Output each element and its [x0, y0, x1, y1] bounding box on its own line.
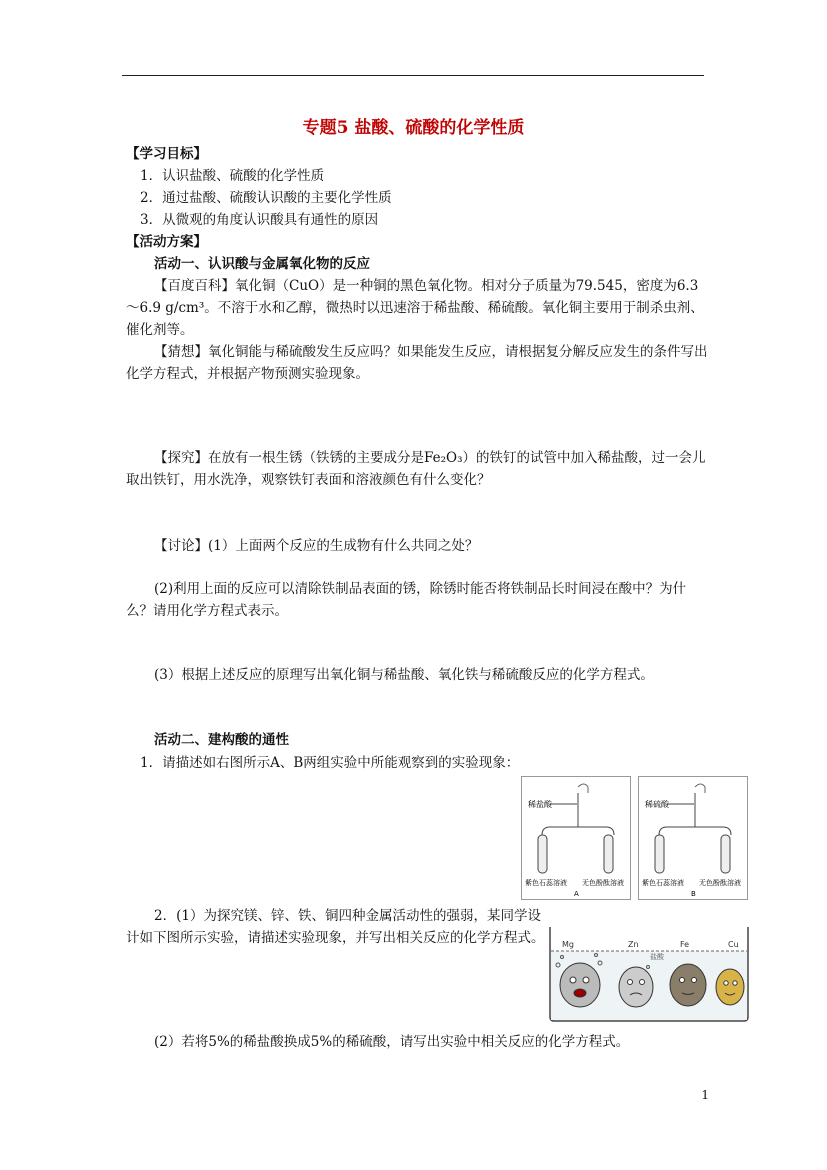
section-learning-goals: 【学习目标】	[126, 146, 207, 162]
cu-cartoon-icon	[716, 969, 744, 1005]
figure-a-right-label: 无色酚酞溶液	[582, 879, 624, 887]
figure-a-left-label: 紫色石蕊溶液	[525, 879, 567, 887]
discussion-3: (3）根据上述反应的原理写出氧化铜与稀盐酸、氧化铁与稀硫酸反应的化学方程式。	[154, 667, 654, 683]
goal-1: 1．认识盐酸、硫酸的化学性质	[140, 168, 325, 184]
goal-2: 2．通过盐酸、硫酸认识酸的主要化学性质	[140, 190, 392, 206]
activity-1-heading: 活动一、认识酸与金属氧化物的反应	[154, 256, 370, 272]
guess-paragraph: 【猜想】氧化铜能与稀硫酸发生反应吗？如果能发生反应，请根据复分解反应发生的条件写出化学方程式，并根据产物预测实验现象。	[126, 344, 708, 382]
question-1: 1．请描述如右图所示A、B两组实验中所能观察到的实验现象：	[140, 755, 520, 771]
explore-paragraph: 【探究】在放有一根生锈（铁锈的主要成分是Fe₂O₃）的铁钉的试管中加入稀盐酸，过一会儿取出铁钉，用水洗净，观察铁钉表面和溶液颜色有什么变化？	[126, 450, 706, 488]
discussion-2: (2)利用上面的反应可以清除铁制品表面的锈，除锈时能否将铁制品长时间浸在酸中？为什么？请用化学方程式表示。	[126, 581, 687, 619]
question-2: 2．(1）为探究镁、锌、铁、铜四种金属活动性的强弱，某同学设计如下图所示实验，请描述实验现象，并写出相关反应的化学方程式。	[126, 908, 545, 946]
baike-paragraph: 【百度百科】氧化铜（CuO）是一种铜的黑色氧化物。相对分子质量为79.545，密度为6.3～6.9 g/cm³。不溶于水和乙醇，微热时以迅速溶于稀盐酸、稀硫酸。氧化铜主要用于制杀虫剂、催化剂等。	[126, 278, 704, 338]
figure-b-tag: B	[691, 890, 696, 898]
section-activity-plan: 【活动方案】	[126, 234, 207, 250]
discussion-1: 【讨论】(1）上面两个反应的生成物有什么共同之处？	[154, 538, 479, 554]
figure-a-acid-label: 稀盐酸	[528, 800, 552, 809]
metal-label-mg: Mg	[562, 940, 574, 949]
fe-cartoon-icon	[670, 964, 706, 1006]
metal-label-zn: Zn	[628, 940, 639, 949]
figure-b-left-label: 紫色石蕊溶液	[642, 879, 684, 887]
figure-b-acid-label: 稀硫酸	[645, 800, 669, 809]
metal-label-fe: Fe	[680, 940, 690, 949]
activity-2-heading: 活动二、建构酸的通性	[154, 732, 289, 748]
figure-a	[521, 776, 631, 900]
page-title: 专题5 盐酸、硫酸的化学性质	[302, 118, 525, 138]
header-rule	[122, 75, 704, 76]
question-3: (2）若将5%的稀盐酸换成5%的稀硫酸，请写出实验中相关反应的化学方程式。	[154, 1034, 630, 1050]
figure-b	[638, 776, 748, 900]
figure-b-right-label: 无色酚酞溶液	[699, 879, 741, 887]
metal-label-cu: Cu	[728, 940, 739, 949]
figure-a-tag: A	[574, 890, 579, 898]
page-number: 1	[701, 1088, 709, 1102]
goal-3: 3．从微观的角度认识酸具有通性的原因	[140, 212, 379, 228]
metals-acid-figure	[548, 925, 750, 1023]
acid-liquid-label: 盐酸	[650, 953, 664, 961]
